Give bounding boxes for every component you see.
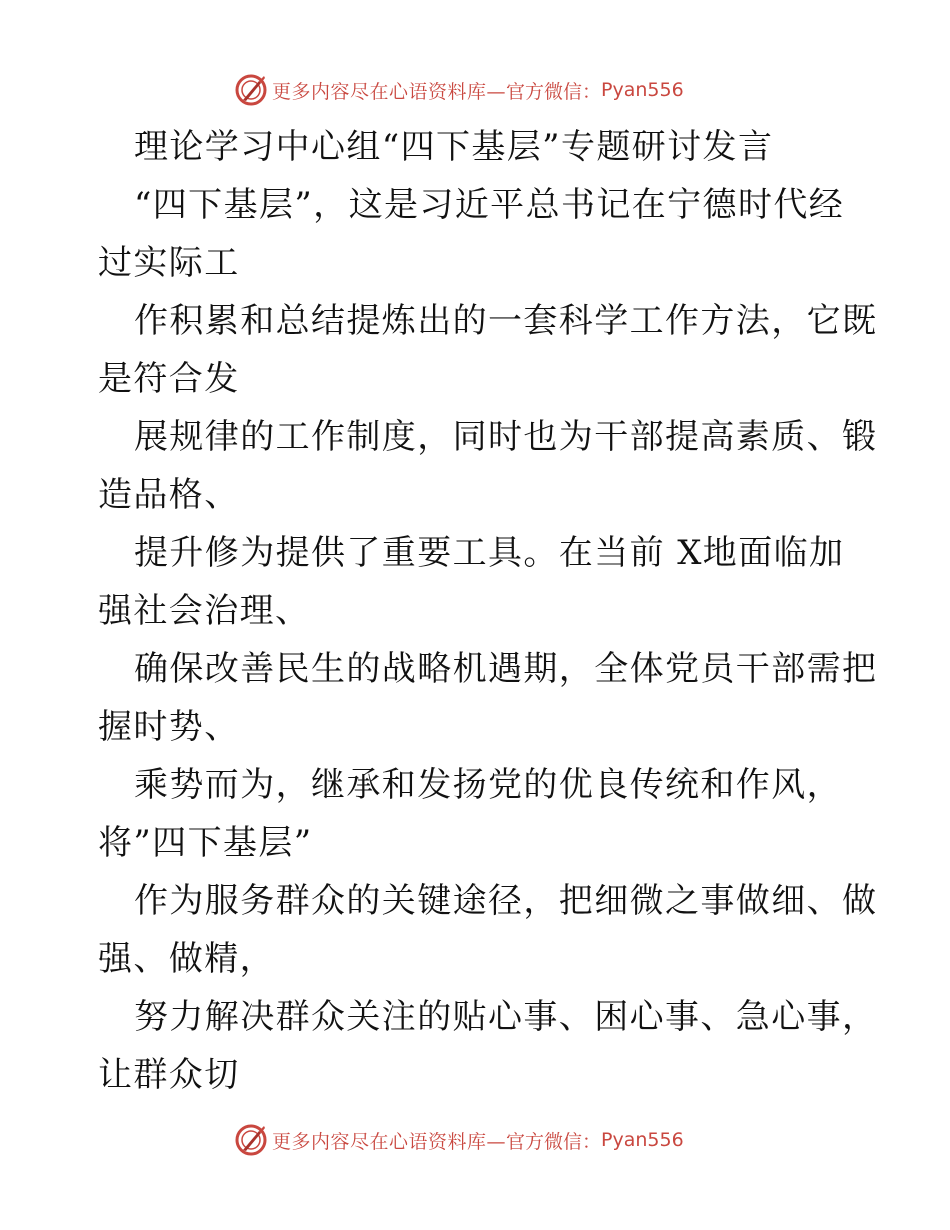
header-wechat-id: Pyan556 [601,79,684,101]
header-banner-text: 更多内容尽在心语资料库— [272,80,507,103]
text-line: 作积累和总结提炼出的一套科学工作方法，它既 [134,301,878,341]
text-line: 展规律的工作制度，同时也为干部提高素质、锻 [134,417,878,457]
text-line: 握时势、 [98,707,240,747]
text-line: 让群众切 [98,1055,240,1095]
quill-pen-logo-icon [234,73,268,107]
header-banner [0,70,950,110]
text-line: 过实际工 [98,243,240,283]
header-banner-inner [234,70,684,110]
text-line: 乘势而为，继承和发扬党的优良传统和作风， [134,765,842,805]
text-line: 作为服务群众的关键途径，把细微之事做细、做 [134,881,878,921]
footer-banner [0,1120,950,1160]
text-line: 努力解决群众关注的贴心事、困心事、急心事， [134,997,878,1037]
text-line: 强、做精， [98,939,275,979]
text-line: 将”四下基层” [98,823,313,863]
footer-banner-text: 更多内容尽在心语资料库— [272,1130,507,1153]
text-line: 确保改善民生的战略机遇期，全体党员干部需把 [134,649,878,689]
footer-banner-inner [234,1120,684,1160]
document-title: 理论学习中心组“四下基层”专题研讨发言 [134,127,774,167]
text-line: 提升修为提供了重要工具。在当前 X地面临加 [134,533,845,573]
text-line: “四下基层”，这是习近平总书记在宁德时代经 [134,185,845,225]
text-line: 强社会治理、 [98,591,311,631]
quill-pen-logo-icon [234,1123,268,1157]
footer-wechat-id: Pyan556 [601,1129,684,1151]
footer-wechat-label: 官方微信： [506,1130,602,1153]
header-wechat-label: 官方微信： [506,80,602,103]
text-line: 造品格、 [98,475,240,515]
text-line: 是符合发 [98,359,240,399]
